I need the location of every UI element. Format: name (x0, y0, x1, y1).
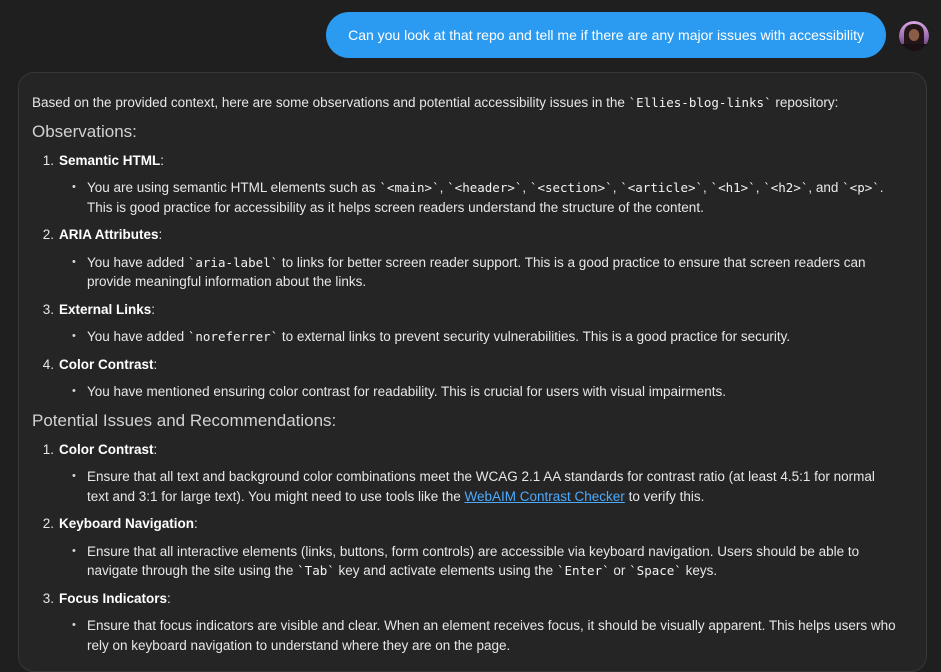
bullet-text: You are using semantic HTML elements such as `<main>`, `<header>`, `<section>`, `<article>`, `<h1>`, `<h2>`, and `<p>`. This is good practice for accessibility as it helps screen readers understand the structure of the content. (87, 180, 884, 215)
inline-code: `<article>` (620, 180, 704, 195)
user-message-text: Can you look at that repo and tell me if there are any major issues with accessibility (348, 27, 864, 43)
item-number: 1. (42, 441, 54, 457)
inline-code: `<h2>` (763, 180, 809, 195)
inline-code: `Space` (629, 563, 682, 578)
numbered-item (32, 589, 900, 656)
inline-code: `<header>` (447, 180, 523, 195)
bullet-icon: • (72, 470, 76, 482)
item-number: 4. (42, 356, 54, 372)
user-message-bubble (326, 12, 886, 58)
bullet-item (32, 253, 900, 292)
numbered-item (32, 300, 900, 347)
bullet-icon: • (72, 255, 76, 268)
inline-code: `noreferrer` (187, 329, 279, 344)
bullet-item (32, 616, 900, 655)
item-title: Color Contrast: (59, 441, 158, 457)
bullet-item (32, 178, 900, 217)
chat-header (0, 0, 941, 72)
inline-code: `Enter` (556, 563, 610, 578)
section-heading: Potential Issues and Recommendations: (32, 410, 337, 430)
item-title: Keyboard Navigation: (59, 516, 198, 531)
user-avatar (899, 21, 929, 51)
item-number: 3. (42, 590, 54, 606)
item-title: External Links: (59, 301, 156, 317)
bullet-text: Ensure that all text and background color combinations meet the WCAG 2.1 AA standards for contrast ratio (at least 4.5:1 for normal text and 3:1 for large text). You might need to use tools like the WebAIM Contrast Checker to verify this. (87, 469, 875, 504)
section-heading: Observations: (32, 121, 137, 141)
numbered-item (32, 151, 900, 218)
bullet-text: You have added `noreferrer` to external links to prevent security vulnerabilities. This is a good practice for security. (87, 329, 791, 344)
numbered-item (32, 514, 900, 581)
item-number: 3. (42, 301, 54, 317)
bullet-text: Ensure that focus indicators are visible and clear. When an element receives focus, it should be visually apparent. This helps users who rely on keyboard navigation to understand where they are on the page. (87, 618, 896, 653)
inline-code: `<p>` (842, 180, 880, 195)
numbered-item (32, 225, 900, 292)
bullet-text: Ensure that all interactive elements (links, buttons, form controls) are accessible via keyboard navigation. Users should be able to navigate through the site using the `Tab` key and activate elements using the `Enter` or `Space` keys. (87, 543, 860, 578)
bullet-text: You have mentioned ensuring color contrast for readability. This is crucial for users with visual impairments. (87, 384, 727, 399)
inline-code: `<h1>` (710, 180, 756, 195)
response-section (32, 410, 900, 656)
assistant-response-panel (18, 72, 927, 672)
item-title: Focus Indicators: (59, 590, 171, 606)
bullet-item (32, 467, 900, 506)
bullet-icon: • (72, 181, 76, 193)
inline-code: `aria-label` (187, 254, 279, 270)
bullet-icon: • (72, 619, 76, 631)
bullet-text: You have added `aria-label` to links for better screen reader support. This is a good practice to ensure that screen readers can provide meaningful information about the links. (87, 254, 866, 289)
webaim-contrast-checker-link[interactable]: WebAIM Contrast Checker (464, 488, 625, 504)
numbered-item (32, 355, 900, 402)
numbered-item (32, 440, 900, 507)
inline-code: `Ellies-blog-links` (628, 95, 772, 110)
bullet-icon: • (72, 385, 76, 397)
bullet-item (32, 542, 900, 581)
inline-code: `<main>` (379, 180, 440, 195)
item-title: Semantic HTML: (59, 152, 165, 168)
bullet-item (32, 327, 900, 347)
user-avatar-image (899, 21, 929, 51)
response-section (32, 121, 900, 402)
item-title: ARIA Attributes: (59, 227, 163, 242)
item-title: Color Contrast: (59, 356, 158, 372)
bullet-icon: • (72, 544, 76, 557)
inline-code: `<section>` (529, 180, 613, 195)
item-number: 2. (42, 516, 54, 531)
item-number: 1. (42, 152, 54, 168)
bullet-icon: • (72, 330, 76, 342)
item-number: 2. (42, 227, 54, 242)
response-sections (32, 121, 900, 656)
inline-code: `Tab` (297, 563, 335, 578)
bullet-item (32, 382, 900, 402)
response-intro: Based on the provided context, here are some observations and potential accessibility issues in the `Ellies-blog-links` repository: (32, 95, 839, 110)
